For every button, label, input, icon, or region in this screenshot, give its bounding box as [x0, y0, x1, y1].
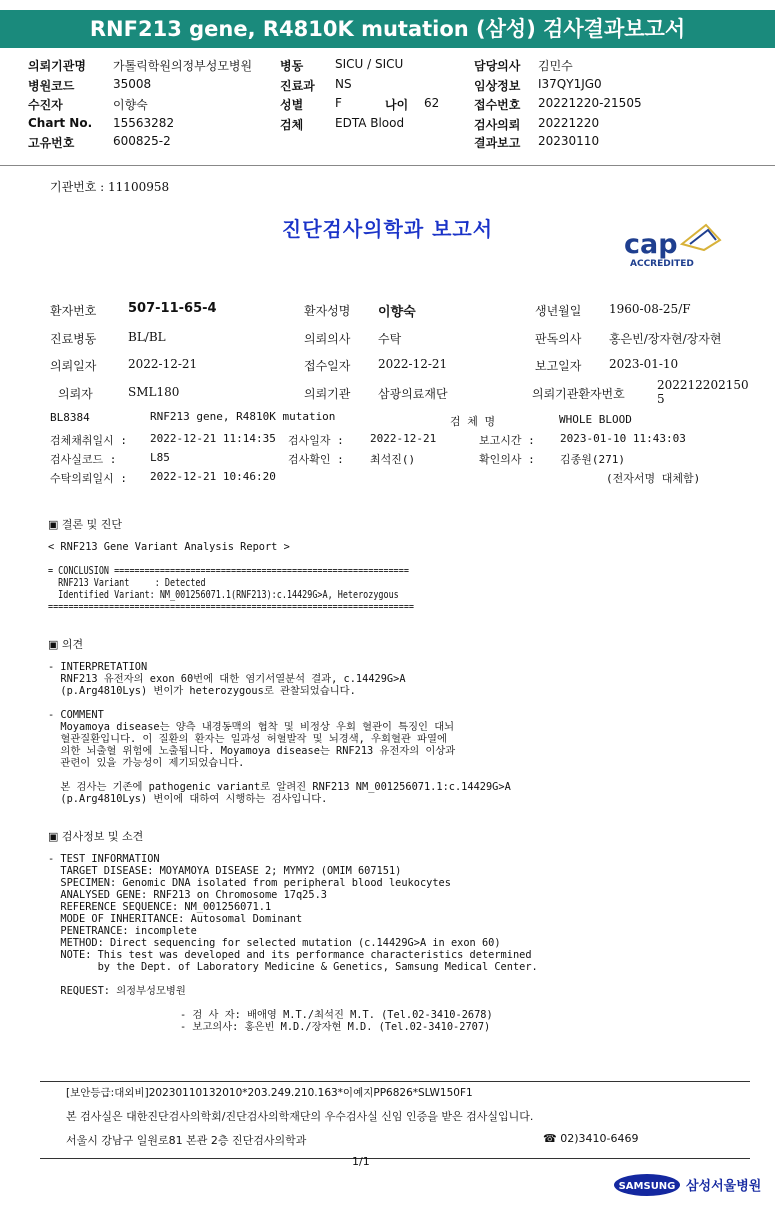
cap-brand-text: cap — [624, 229, 678, 260]
lab-code-value: L85 — [150, 451, 170, 464]
analysis-report-name: < RNF213 Gene Variant Analysis Report > — [48, 541, 290, 553]
comment-block: - COMMENT Moyamoya disease는 양측 내경동맥의 협착 및 비정상 우회 혈관이 특징인 대뇌 혈관질환입니다. 이 질환의 환자는 일과성 허혈발작 및 뇌경색, 우회혈관 파열에 의한 뇌출혈 위험에 노출됩니다. Moyamoya disease는 RNF213 유전자의 이상과 관련이 있을 가능성이 제기되었습니다. 본 검사는 기존에 pathogenic variant로 알려진 RNF213 NM_001256071.1:c.14429G>A (p.Arg4810Lys) 변이에 대하여 시행하는 검사입니다. — [48, 709, 511, 805]
cap-accredited-text: ACCREDITED — [630, 259, 694, 269]
header-label-specimen: 검체 — [280, 118, 304, 132]
header-label-department: 진료과 — [280, 79, 315, 93]
patient-label-reading-doctor: 판독의사 — [535, 332, 582, 346]
header-label-result-report: 결과보고 — [474, 136, 521, 150]
institution-number: 기관번호 : 11100958 — [50, 180, 170, 194]
header-value-chart-no: 15563282 — [113, 116, 175, 130]
patient-value-referring-doctor: 수탁 — [378, 332, 402, 346]
patient-label-ward: 진료병동 — [50, 332, 97, 346]
header-value-receipt-no: 20221220-21505 — [538, 96, 642, 110]
patient-value-report-date: 2023-01-10 — [609, 357, 679, 371]
staff-block: - 검 사 자: 배애영 M.T./최석진 M.T. (Tel.02-3410-2678) - 보고의사: 홍은빈 M.D./장자현 M.D. (Tel.02-3410-2707) — [180, 1009, 493, 1033]
security-level-line: [보안등급:대외비]20230110132010*203.249.210.163*이예지PP6826*SLW150F1 — [66, 1087, 473, 1099]
header-label-doctor: 담당의사 — [474, 59, 521, 73]
report-time-value: 2023-01-10 11:43:03 — [560, 432, 686, 445]
request-datetime-value: 2022-12-21 10:46:20 — [150, 470, 276, 483]
patient-value-institution-patient-no: 202212202150 5 — [657, 378, 749, 406]
patient-label-requesting-institution: 의뢰기관 — [304, 387, 351, 401]
test-information-block: - TEST INFORMATION TARGET DISEASE: MOYAMOYA DISEASE 2; MYMY2 (OMIM 607151) SPECIMEN: Genomic DNA isolated from peripheral blood leukocytes ANALYSED GENE: RNF213 on Chromosome 17q25.3 REFERENCE SEQUENCE: NM_001256071.1 MODE OF INHERITANCE: Autosomal Dominant PENETRANCE: incomplete METHOD: Direct sequencing for selected mutation (c.14429G>A in exon 60) NOTE: This test was developed and its performance characteristics determined by the Dept. of Laboratory Medicine & Genetics, Samsung Medical Center. — [48, 853, 538, 973]
header-label-chart-no: Chart No. — [28, 116, 93, 130]
conclusion-block: = CONCLUSION ========================================================== RNF213 Variant : Detected Identified Variant: NM_001256071.1(RNF213):c.14429G>A, Heterozygous ======================================================================== — [48, 565, 415, 613]
header-value-department: NS — [335, 77, 352, 91]
patient-label-referring-doctor: 의뢰의사 — [304, 332, 351, 346]
header-value-result-report: 20230110 — [538, 134, 600, 148]
confirming-doctor-label: 확인의사 : — [479, 453, 535, 466]
patient-label-name: 환자성명 — [304, 304, 351, 318]
header-value-clinical-info: I37QY1JG0 — [538, 77, 602, 91]
header-value-age: 62 — [424, 96, 440, 110]
footer-bottom-divider — [40, 1158, 750, 1159]
exam-date-label: 검사일자 : — [288, 434, 344, 447]
lab-address: 서울시 강남구 일원로81 본관 2층 진단검사의학과 — [66, 1134, 307, 1147]
section-opinion-title: ▣ 의견 — [48, 638, 84, 651]
specimen-name-label: 검 체 명 — [450, 415, 496, 428]
patient-value-number: 507-11-65-4 — [128, 301, 217, 316]
test-name: RNF213 gene, R4810K mutation — [150, 410, 336, 423]
header-label-hospital-code: 병원코드 — [28, 79, 75, 93]
confirming-doctor-value: 김종원(271) — [560, 453, 625, 466]
header-label-requester: 의뢰기관명 — [28, 59, 86, 73]
request-line: REQUEST: 의정부성모병원 — [48, 985, 186, 997]
document-title: RNF213 gene, R4810K mutation (삼성) 검사결과보고서 — [89, 17, 686, 41]
interpretation-block: - INTERPRETATION RNF213 유전자의 exon 60번에 대한 염기서열분석 결과, c.14429G>A (p.Arg4810Lys) 변이가 heterozygous로 관찰되었습니다. — [48, 661, 406, 697]
header-value-ward: SICU / SICU — [335, 57, 404, 71]
header-label-unique-no: 고유번호 — [28, 136, 75, 150]
lab-phone: ☎ 02)3410-6469 — [543, 1132, 639, 1145]
report-title: 진단검사의학과 보고서 — [281, 217, 494, 241]
page-number: 1/1 — [352, 1155, 370, 1168]
collection-datetime-label: 검체채취일시 : — [50, 434, 128, 447]
header-value-requester: 가톨릭학원의정부성모병원 — [113, 59, 253, 73]
header-label-sex: 성별 — [280, 98, 304, 112]
lab-code-label: 검사실코드 : — [50, 453, 117, 466]
header-value-specimen: EDTA Blood — [335, 116, 405, 130]
patient-label-number: 환자번호 — [50, 304, 97, 318]
request-datetime-label: 수탁의뢰일시 : — [50, 472, 128, 485]
patient-label-report-date: 보고일자 — [535, 359, 582, 373]
header-value-doctor: 김민수 — [538, 59, 573, 73]
patient-label-birth: 생년월일 — [535, 304, 582, 318]
header-label-ward: 병동 — [280, 59, 304, 73]
patient-value-name: 이향숙 — [378, 305, 416, 320]
collection-datetime-value: 2022-12-21 11:14:35 — [150, 432, 276, 445]
samsung-brand-text: SAMSUNG — [618, 1181, 676, 1192]
section-test-info-title: ▣ 검사정보 및 소견 — [48, 830, 144, 843]
header-divider — [0, 165, 775, 166]
exam-date-value: 2022-12-21 — [370, 432, 437, 445]
electronic-signature-note: (전자서명 대체함) — [606, 472, 701, 485]
header-value-hospital-code: 35008 — [113, 77, 152, 91]
patient-label-requester: 의뢰자 — [58, 387, 93, 401]
specimen-name-value: WHOLE BLOOD — [559, 413, 632, 426]
patient-label-request-date: 의뢰일자 — [50, 359, 97, 373]
exam-checker-value: 최석진() — [370, 453, 416, 466]
patient-label-receipt-date: 접수일자 — [304, 359, 351, 373]
section-conclusion-title: ▣ 결론 및 진단 — [48, 518, 123, 531]
header-label-receipt-no: 접수번호 — [474, 98, 521, 112]
header-value-sex: F — [335, 96, 342, 110]
report-time-label: 보고시간 : — [479, 434, 535, 447]
patient-label-institution-patient-no: 의뢰기관환자번호 — [532, 387, 625, 401]
cap-accredited-logo — [620, 222, 730, 272]
patient-value-requester: SML180 — [128, 385, 180, 399]
patient-value-requesting-institution: 삼광의료재단 — [378, 387, 448, 401]
header-value-patient: 이향숙 — [113, 98, 148, 112]
patient-value-ward: BL/BL — [128, 330, 166, 344]
samsung-medical-center-logo — [614, 1172, 764, 1198]
header-value-request-date: 20221220 — [538, 116, 600, 130]
footer-divider — [40, 1081, 750, 1082]
header-label-clinical-info: 임상정보 — [474, 79, 521, 93]
document-title-bar — [0, 10, 775, 48]
test-code: BL8384 — [50, 411, 90, 424]
certification-statement: 본 검사실은 대한진단검사의학회/진단검사의학재단의 우수검사실 신임 인증을 받은 검사실입니다. — [66, 1110, 534, 1123]
hospital-name-text: 삼성서울병원 — [686, 1179, 762, 1194]
patient-value-receipt-date: 2022-12-21 — [378, 357, 448, 371]
header-label-request-date: 검사의뢰 — [474, 118, 521, 132]
patient-value-birth: 1960-08-25/F — [609, 302, 691, 316]
header-label-patient: 수진자 — [28, 98, 63, 112]
header-value-unique-no: 600825-2 — [113, 134, 171, 148]
patient-value-reading-doctor: 홍은빈/장자현/장자현 — [609, 332, 722, 346]
patient-value-request-date: 2022-12-21 — [128, 357, 198, 371]
exam-checker-label: 검사확인 : — [288, 453, 344, 466]
header-label-age: 나이 — [385, 98, 409, 112]
